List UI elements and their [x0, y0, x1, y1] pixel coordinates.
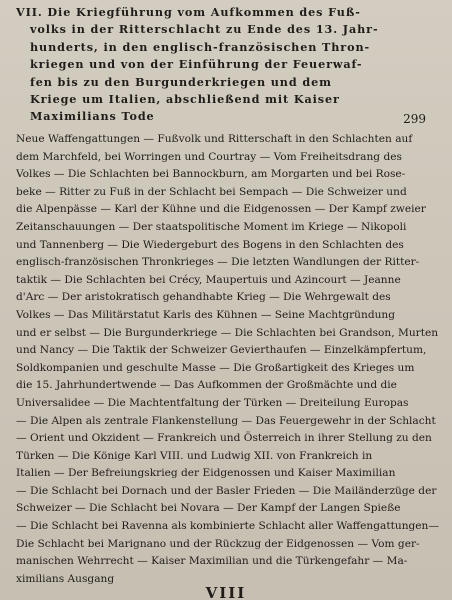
summary-line: englisch-französischen Thronkrieges — Die letzten Wandlungen der Ritter- — [16, 256, 420, 269]
summary-line: Italien — Der Befreiungskrieg der Eidgenossen und Kaiser Maximilian — [16, 467, 396, 480]
summary-line: ximilians Ausgang — [16, 572, 115, 585]
summary-line: die 15. Jahrhundertwende — Das Aufkommen der Großmächte und die — [16, 379, 397, 392]
summary-line: Schweizer — Die Schlacht bei Novara — Der Kampf der Langen Spieße — [16, 502, 401, 515]
summary-line: taktik — Die Schlachten bei Crécy, Maupertuis und Azincourt — Jeanne — [16, 273, 401, 286]
summary-line: — Orient und Okzident — Frankreich und Österreich in ihrer Stellung zu den — [16, 432, 432, 445]
heading-line: Maximilians Tode — [30, 109, 155, 124]
chapter-heading — [16, 4, 416, 126]
heading-line: VII. Die Kriegführung vom Aufkommen des Fuß- — [16, 5, 361, 19]
heading-line: fen bis zu den Burgunderkriegen und dem — [30, 74, 332, 89]
summary-line: und Tannenberg — Die Wiedergeburt des Bogens in den Schlachten des — [16, 238, 404, 251]
summary-line: Volkes — Die Schlachten bei Bannockburn, am Morgarten und bei Rose- — [16, 168, 406, 181]
summary-line: Universalidee — Die Machtentfaltung der Türken — Dreiteilung Europas — [16, 396, 409, 409]
heading-line: kriegen und von der Einführung der Feuerwaf- — [30, 57, 363, 72]
heading-line: Kriege um Italien, abschließend mit Kaiser — [30, 92, 340, 107]
summary-line: manischen Wehrrecht — Kaiser Maximilian und die Türkengefahr — Ma- — [16, 555, 408, 568]
page-number: 299 — [403, 112, 426, 126]
heading-line: volks in der Ritterschlacht zu Ende des 13. Jahr- — [30, 22, 379, 37]
summary-line: d'Arc — Der aristokratisch gehandhabte Krieg — Die Wehrgewalt des — [16, 291, 391, 304]
summary-line: beke — Ritter zu Fuß in der Schlacht bei Sempach — Die Schweizer und — [16, 185, 407, 198]
summary-line: Neue Waffengattungen — Fußvolk und Ritterschaft in den Schlachten auf — [16, 133, 413, 145]
summary-line: — Die Schlacht bei Dornach und der Basler Frieden — Die Mailänderzüge der — [16, 484, 437, 497]
summary-line: Soldkompanien und geschulte Masse — Die Großartigkeit des Krieges um — [16, 361, 415, 374]
sheet-signature: VIII — [205, 584, 247, 600]
summary-line: dem Marchfeld, bei Worringen und Courtray — Vom Freiheitsdrang des — [16, 150, 402, 163]
summary-line: Zeitanschauungen — Der staatspolitische Moment im Kriege — Nikopoli — [16, 220, 407, 233]
summary-line: und Nancy — Die Taktik der Schweizer Gevierthaufen — Einzelkämpfertum, — [16, 344, 427, 357]
summary-line: und er selbst — Die Burgunderkriege — Die Schlachten bei Grandson, Murten — [16, 326, 439, 339]
summary-line: die Alpenpässe — Karl der Kühne und die Eidgenossen — Der Kampf zweier — [16, 203, 426, 216]
summary-line: — Die Alpen als zentrale Flankenstellung — Das Feuergewehr in der Schlacht — [16, 414, 436, 427]
summary-line: Volkes — Das Militärstatut Karls des Kühnen — Seine Machtgründung — [16, 308, 396, 321]
chapter-summary — [16, 131, 440, 588]
summary-line: Türken — Die Könige Karl VIII. und Ludwig XII. von Frankreich in — [16, 449, 373, 462]
heading-line: hunderts, in den englisch-französischen Thron- — [30, 39, 371, 54]
summary-line: Die Schlacht bei Marignano und der Rückzug der Eidgenossen — Vom ger- — [16, 537, 420, 550]
summary-line: — Die Schlacht bei Ravenna als kombinierte Schlacht aller Waffengattungen— — [16, 520, 439, 533]
